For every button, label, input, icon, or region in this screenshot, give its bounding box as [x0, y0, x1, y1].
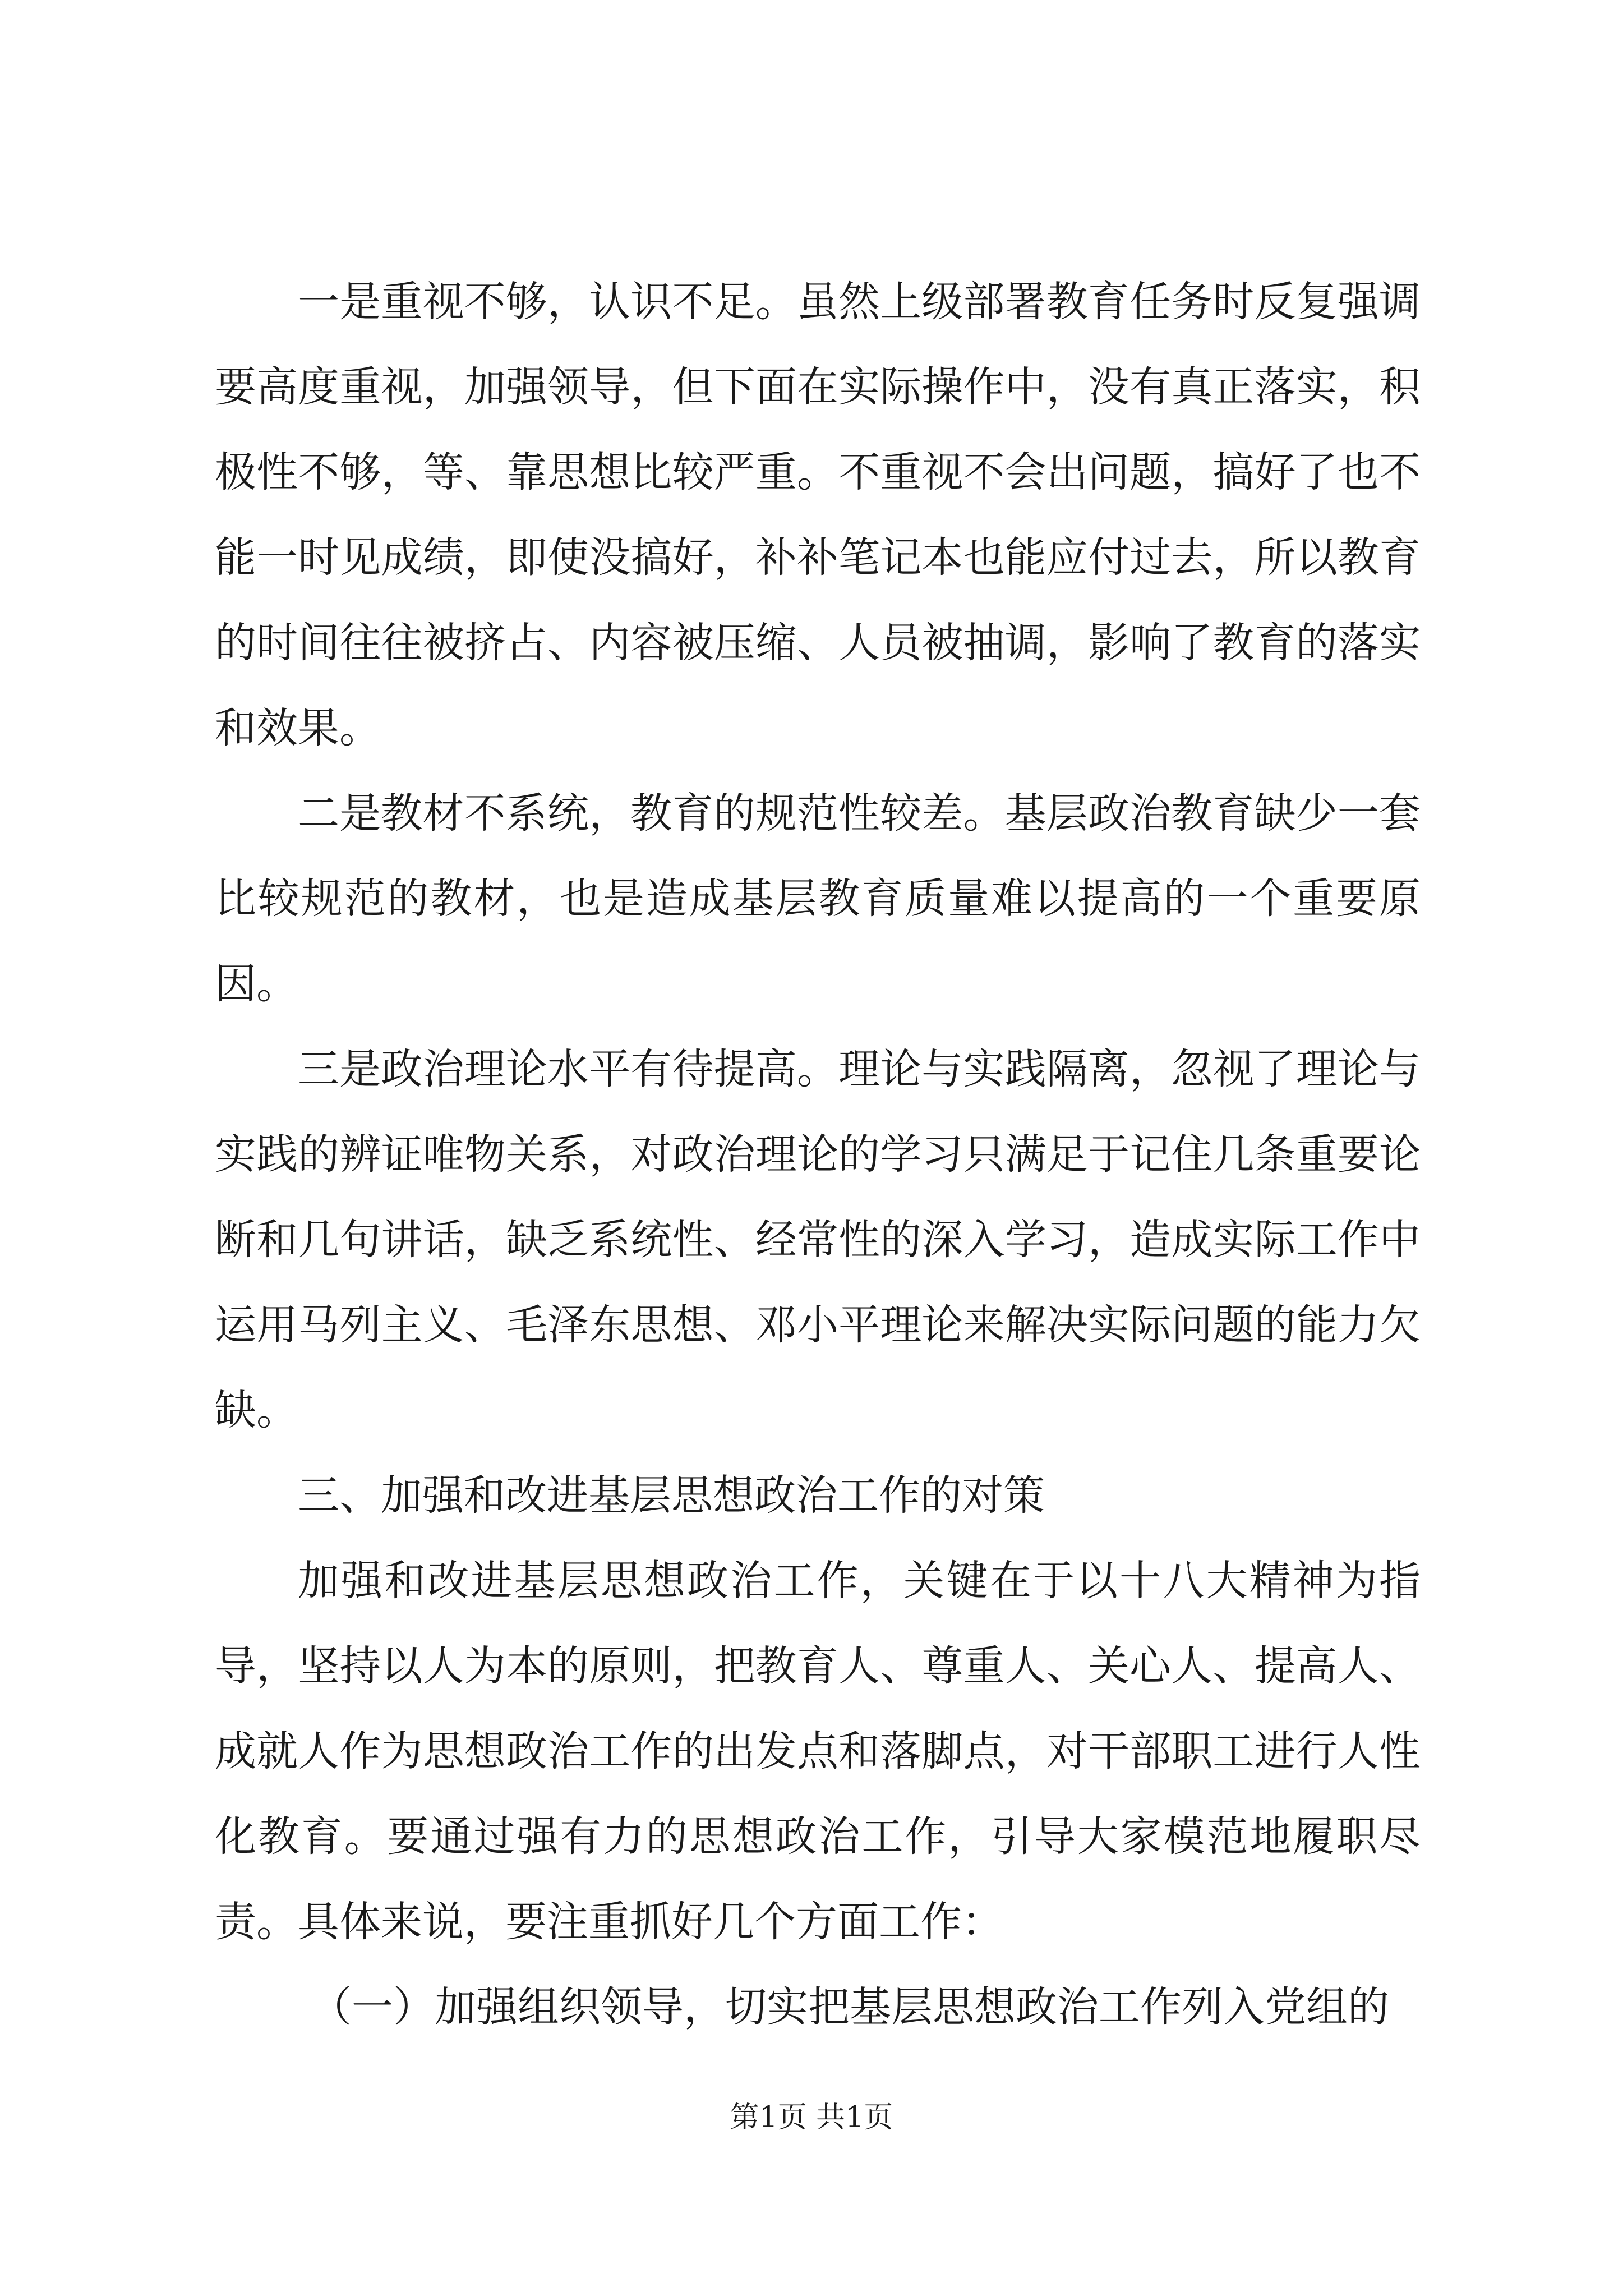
paragraph-theory-level: 三是政治理论水平有待提高。理论与实践隔离，忽视了理论与实践的辨证唯物关系，对政治理论的学习只满足于记住几条重要论断和几句讲话，缺乏系统性、经常性的深入学习，造成实际工作中运用马列主义、毛泽东思想、邓小平理论来解决实际问题的能力欠缺。 — [215, 1045, 1421, 1434]
paragraph-organization-leadership: （一）加强组织领导，切实把基层思想政治工作列入党组的 — [310, 1983, 1389, 2031]
section-heading-countermeasures: 三、加强和改进基层思想政治工作的对策 — [298, 1471, 1045, 1520]
paragraph-unsystematic-materials: 二是教材不系统，教育的规范性较差。基层政治教育缺少一套比较规范的教材，也是造成基层教育质量难以提高的一个重要原因。 — [215, 789, 1421, 1008]
page-footer: 第1页 共1页 — [730, 2101, 893, 2134]
document-body — [215, 259, 1421, 2050]
paragraph-countermeasures-intro: 加强和改进基层思想政治工作，关键在于以十八大精神为指导，坚持以人为本的原则，把教育人、尊重人、关心人、提高人、成就人作为思想政治工作的出发点和落脚点，对干部职工进行人性化教育。要通过强有力的思想政治工作，引导大家模范地履职尽责。具体来说，要注重抓好几个方面工作： — [215, 1557, 1421, 1946]
paragraph-insufficient-attention: 一是重视不够，认识不足。虽然上级部署教育任务时反复强调要高度重视，加强领导，但下面在实际操作中，没有真正落实，积极性不够，等、靠思想比较严重。不重视不会出问题，搞好了也不能一时见成绩，即使没搞好，补补笔记本也能应付过去，所以教育的时间往往被挤占、内容被压缩、人员被抽调，影响了教育的落实和效果。 — [215, 278, 1421, 752]
